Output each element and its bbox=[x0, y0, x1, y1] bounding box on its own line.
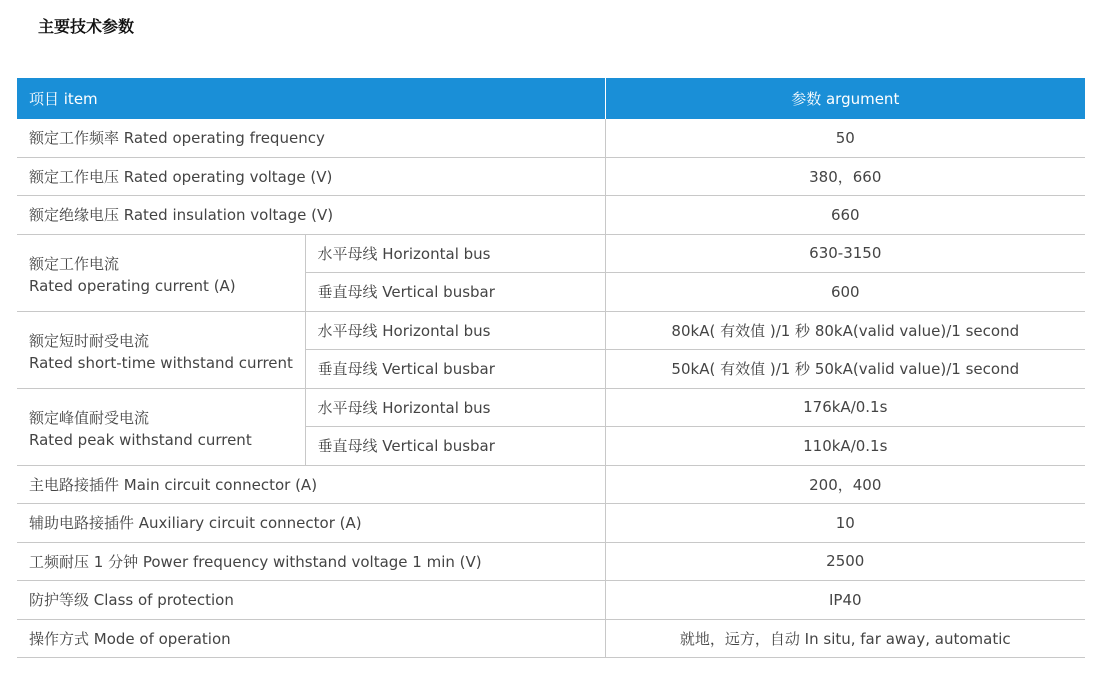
spec-table bbox=[17, 78, 1085, 658]
row-label: 额定工作电压 Rated operating voltage (V) bbox=[17, 157, 605, 196]
group-label-cn: 额定工作电流 bbox=[29, 254, 120, 273]
row-value: 380，660 bbox=[605, 157, 1085, 196]
sub-label: 水平母线 Horizontal bus bbox=[305, 311, 605, 350]
table-row bbox=[17, 619, 1085, 658]
page-title: 主要技术参数 bbox=[38, 17, 135, 36]
sub-value: 600 bbox=[605, 273, 1085, 312]
sub-value: 110kA/0.1s bbox=[605, 427, 1085, 466]
group-label bbox=[17, 234, 305, 311]
row-label: 额定绝缘电压 Rated insulation voltage (V) bbox=[17, 196, 605, 235]
group-label bbox=[17, 311, 305, 388]
table-row bbox=[17, 388, 1085, 427]
sub-value: 80kA( 有效值 )/1 秒 80kA(valid value)/1 second bbox=[605, 311, 1085, 350]
table-row bbox=[17, 504, 1085, 543]
sub-label: 垂直母线 Vertical busbar bbox=[305, 273, 605, 312]
group-label-cn: 额定短时耐受电流 bbox=[29, 331, 150, 350]
row-value: 2500 bbox=[605, 542, 1085, 581]
sub-value: 50kA( 有效值 )/1 秒 50kA(valid value)/1 second bbox=[605, 350, 1085, 389]
group-label-en: Rated peak withstand current bbox=[29, 430, 252, 449]
sub-value: 176kA/0.1s bbox=[605, 388, 1085, 427]
sub-value: 630-3150 bbox=[605, 234, 1085, 273]
table-row bbox=[17, 119, 1085, 157]
row-label: 防护等级 Class of protection bbox=[17, 581, 605, 620]
group-label-en: Rated operating current (A) bbox=[29, 276, 236, 295]
sub-label: 水平母线 Horizontal bus bbox=[305, 234, 605, 273]
sub-label: 水平母线 Horizontal bus bbox=[305, 388, 605, 427]
row-label: 辅助电路接插件 Auxiliary circuit connector (A) bbox=[17, 504, 605, 543]
row-label: 额定工作频率 Rated operating frequency bbox=[17, 119, 605, 157]
table-row bbox=[17, 157, 1085, 196]
table-header-row bbox=[17, 78, 1085, 119]
header-item: 项目 item bbox=[17, 78, 605, 119]
group-label bbox=[17, 388, 305, 465]
table-row bbox=[17, 311, 1085, 350]
table-row bbox=[17, 196, 1085, 235]
table-row bbox=[17, 465, 1085, 504]
row-value: 50 bbox=[605, 119, 1085, 157]
group-label-cn: 额定峰值耐受电流 bbox=[29, 408, 150, 427]
row-value: 660 bbox=[605, 196, 1085, 235]
table-row bbox=[17, 542, 1085, 581]
group-label-en: Rated short-time withstand current bbox=[29, 353, 293, 372]
table-row bbox=[17, 581, 1085, 620]
row-value: IP40 bbox=[605, 581, 1085, 620]
sub-label: 垂直母线 Vertical busbar bbox=[305, 427, 605, 466]
row-label: 操作方式 Mode of operation bbox=[17, 619, 605, 658]
table-row bbox=[17, 234, 1085, 273]
row-label: 主电路接插件 Main circuit connector (A) bbox=[17, 465, 605, 504]
row-label: 工频耐压 1 分钟 Power frequency withstand voltage 1 min (V) bbox=[17, 542, 605, 581]
row-value: 200，400 bbox=[605, 465, 1085, 504]
row-value: 10 bbox=[605, 504, 1085, 543]
row-value: 就地，远方，自动 In situ, far away, automatic bbox=[605, 619, 1085, 658]
header-argument: 参数 argument bbox=[605, 78, 1085, 119]
sub-label: 垂直母线 Vertical busbar bbox=[305, 350, 605, 389]
